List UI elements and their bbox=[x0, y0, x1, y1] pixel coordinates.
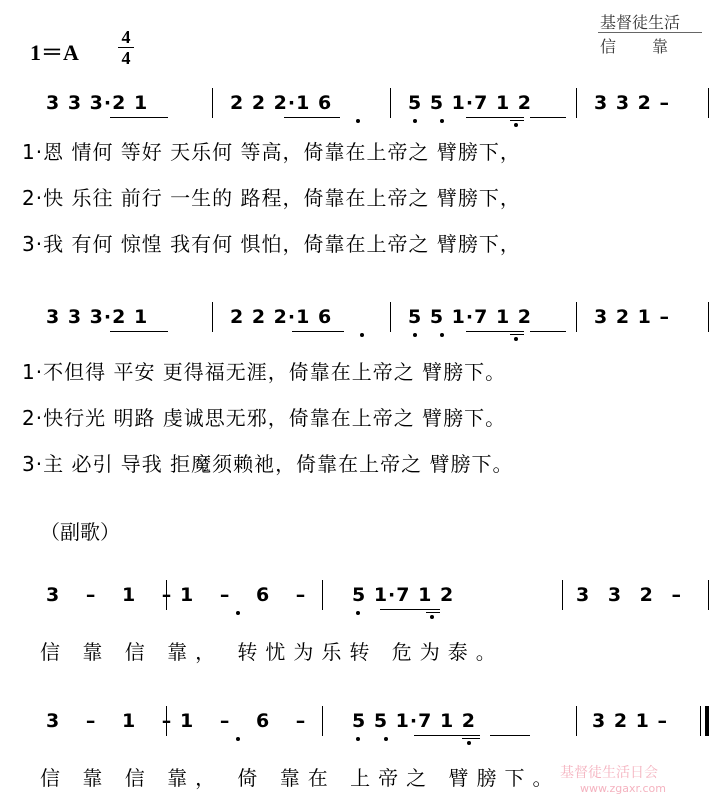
measure: 2 2 2·1 6 bbox=[230, 92, 333, 114]
lyric-line: 2·快 乐往 前行 一生的 路程，倚靠在上帝之 臂膀下， bbox=[22, 186, 521, 210]
measure: 1 – 6 – bbox=[180, 584, 316, 606]
measure: 3 3 3·2 1 bbox=[46, 306, 149, 328]
measure: 5 5 1·7 1 2 bbox=[408, 92, 532, 114]
beam-underline bbox=[466, 331, 524, 332]
final-bar-line bbox=[705, 706, 709, 736]
low-octave-dot bbox=[440, 333, 444, 337]
low-octave-dot bbox=[430, 615, 434, 619]
measure: 3 – 1 – bbox=[46, 710, 182, 732]
measure: 5 1·7 1 2 bbox=[352, 584, 455, 606]
low-octave-dot bbox=[236, 737, 240, 741]
bar-line bbox=[576, 302, 577, 332]
bar-line bbox=[322, 580, 323, 610]
beam-underline bbox=[426, 612, 440, 613]
watermark-text: 基督徒生活日会 bbox=[560, 765, 658, 781]
bar-line bbox=[166, 580, 167, 610]
beam-underline bbox=[110, 331, 168, 332]
low-octave-dot bbox=[440, 119, 444, 123]
measure: 3 3 2 – bbox=[594, 92, 671, 114]
low-octave-dot bbox=[467, 741, 471, 745]
measure: 2 2 2·1 6 bbox=[230, 306, 333, 328]
beam-underline bbox=[414, 735, 480, 736]
measure: 3 2 1 – bbox=[592, 710, 669, 732]
beam-underline bbox=[284, 117, 340, 118]
header-divider bbox=[598, 32, 702, 33]
measure: 3 – 1 – bbox=[46, 584, 182, 606]
measure: 5 5 1·7 1 2 bbox=[352, 710, 476, 732]
song-title: 信靠 bbox=[600, 37, 705, 56]
beam-underline bbox=[530, 117, 566, 118]
low-octave-dot bbox=[413, 119, 417, 123]
bar-line bbox=[166, 706, 167, 736]
bar-line bbox=[390, 302, 391, 332]
bar-line bbox=[576, 706, 577, 736]
bar-line bbox=[322, 706, 323, 736]
low-octave-dot bbox=[356, 611, 360, 615]
lyric-line: 3·我 有何 惊惶 我有何 惧怕，倚靠在上帝之 臂膀下， bbox=[22, 232, 521, 256]
measure: 1 – 6 – bbox=[180, 710, 316, 732]
final-bar-line bbox=[700, 706, 701, 736]
low-octave-dot bbox=[356, 737, 360, 741]
measure: 3 3 3·2 1 bbox=[46, 92, 149, 114]
beam-underline bbox=[380, 609, 440, 610]
bar-line bbox=[562, 580, 563, 610]
low-octave-dot bbox=[514, 123, 518, 127]
bar-line bbox=[708, 88, 709, 118]
measure: 5 5 1·7 1 2 bbox=[408, 306, 532, 328]
low-octave-dot bbox=[514, 337, 518, 341]
chorus-label: （副歌） bbox=[40, 520, 120, 544]
key-signature: 1＝A bbox=[30, 40, 79, 65]
lyric-line: 1·不但得 平安 更得福无涯，倚靠在上帝之 臂膀下。 bbox=[22, 360, 507, 384]
low-octave-dot bbox=[384, 737, 388, 741]
lyric-line: 信 靠 信 靠， 倚 靠在 上帝之 臂膀下。 bbox=[40, 766, 561, 790]
beam-underline bbox=[490, 735, 530, 736]
lyric-line: 2·快行光 明路 虔诚思无邪，倚靠在上帝之 臂膀下。 bbox=[22, 406, 507, 430]
bar-line bbox=[212, 302, 213, 332]
low-octave-dot bbox=[360, 333, 364, 337]
beam-underline bbox=[510, 334, 524, 335]
measure: 3 2 1 – bbox=[594, 306, 671, 328]
bar-line bbox=[708, 302, 709, 332]
bar-line bbox=[390, 88, 391, 118]
low-octave-dot bbox=[356, 119, 360, 123]
beam-underline bbox=[530, 331, 566, 332]
beam-underline bbox=[110, 117, 168, 118]
bar-line bbox=[212, 88, 213, 118]
beam-underline bbox=[466, 117, 524, 118]
beam-underline bbox=[510, 120, 524, 121]
time-signature-bottom: 4 bbox=[121, 48, 131, 68]
measure: 3 3 2 – bbox=[576, 584, 688, 606]
lyric-line: 信 靠 信 靠， 转忧为乐转 危为泰。 bbox=[40, 640, 504, 664]
low-octave-dot bbox=[413, 333, 417, 337]
lyric-line: 1·恩 情何 等好 天乐何 等高，倚靠在上帝之 臂膀下， bbox=[22, 140, 521, 164]
watermark-url: www.zgaxr.com bbox=[580, 782, 666, 795]
category-label: 基督徒生活 bbox=[600, 13, 681, 32]
bar-line bbox=[576, 88, 577, 118]
time-signature-top: 4 bbox=[121, 27, 131, 47]
low-octave-dot bbox=[236, 611, 240, 615]
beam-underline bbox=[462, 738, 480, 739]
time-signature bbox=[118, 28, 134, 67]
beam-underline bbox=[292, 331, 344, 332]
bar-line bbox=[708, 580, 709, 610]
lyric-line: 3·主 必引 导我 拒魔须赖祂，倚靠在上帝之 臂膀下。 bbox=[22, 452, 514, 476]
